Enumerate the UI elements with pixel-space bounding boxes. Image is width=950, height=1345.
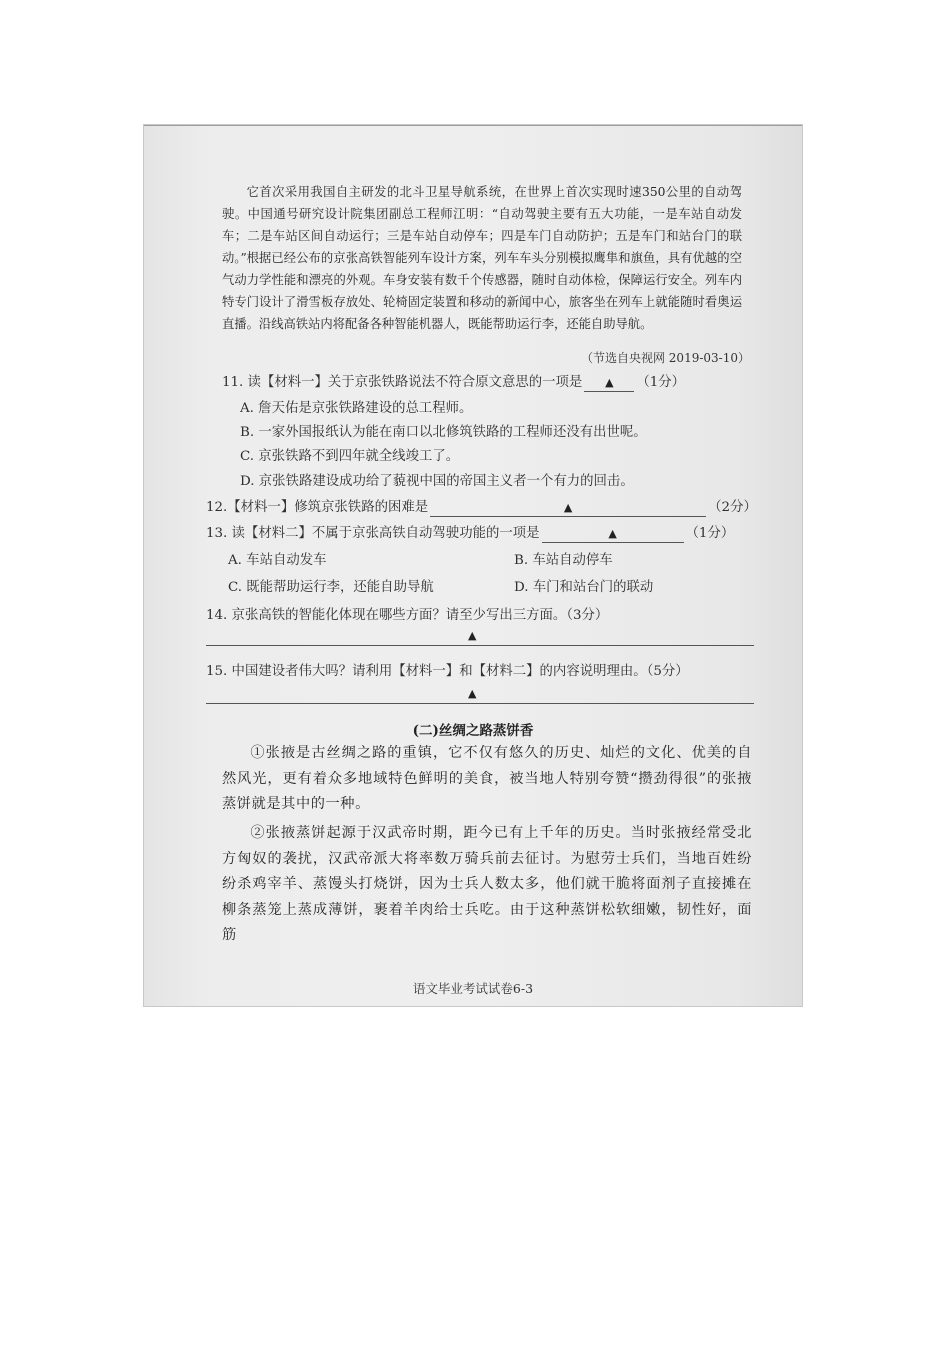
question-14-answer-line[interactable] bbox=[206, 629, 754, 646]
triangle-mark: ▲ bbox=[468, 629, 477, 642]
question-13 bbox=[206, 522, 734, 543]
question-11-option-a: A. 詹天佑是京张铁路建设的总工程师。 bbox=[240, 401, 473, 416]
essay-paragraph-2: ②张掖蒸饼起源于汉武帝时期，距今已有上千年的历史。当时张掖经常受北方匈奴的袭扰，汉武帝派大将率数万骑兵前去征讨。为慰劳士兵们，当地百姓纷纷杀鸡宰羊、蒸馒头打烧饼，因为士兵人数太多，他们就干脆将面剂子直接摊在柳条蒸笼上蒸成薄饼，裹着羊肉给士兵吃。由于这种蒸饼松软细嫩，韧性好，面筋 bbox=[222, 825, 752, 943]
question-12-stem: 12.【材料一】修筑京张铁路的困难是 bbox=[206, 500, 429, 515]
question-13-option-a: A. 车站自动发车 bbox=[228, 553, 327, 568]
triangle-mark: ▲ bbox=[608, 527, 617, 540]
page-top-edge bbox=[144, 125, 802, 126]
question-11-option-d: D. 京张铁路建设成功给了藐视中国的帝国主义者一个有力的回击。 bbox=[240, 474, 634, 489]
question-13-option-c: C. 既能帮助运行李，还能自助导航 bbox=[228, 580, 434, 595]
triangle-mark: ▲ bbox=[468, 687, 477, 700]
question-11-blank[interactable] bbox=[584, 375, 634, 392]
material2-paragraph-2: 根据已经公布的京张高铁智能列车设计方案，列车车头分别模拟鹰隼和旗鱼，具有优越的空气动力学性能和漂亮的外观。车身安装有数千个传感器，随时自动体检，保障运行安全。列车内特专门设计了滑雪板存放处、轮椅固定装置和移动的新闻中心，旅客坐在列车上就能随时看奥运直播。沿线高铁站内将配备各种智能机器人，既能帮助运行李，还能自助导航。 bbox=[222, 251, 742, 331]
source-citation: （节选自央视网 2019-03-10） bbox=[580, 351, 750, 365]
question-13-score: （1分） bbox=[685, 526, 735, 541]
question-13-stem: 13. 读【材料二】不属于京张高铁自动驾驶功能的一项是 bbox=[206, 526, 540, 541]
question-15-stem: 15. 中国建设者伟大吗？请利用【材料一】和【材料二】的内容说明理由。（5分） bbox=[206, 664, 689, 679]
question-11-stem: 11. 读【材料一】关于京张铁路说法不符合原文意思的一项是 bbox=[222, 375, 583, 390]
question-14-stem: 14. 京张高铁的智能化体现在哪些方面？请至少写出三方面。（3分） bbox=[206, 608, 609, 623]
question-11-score: （1分） bbox=[636, 375, 686, 390]
section-title: (二)丝绸之路蒸饼香 bbox=[412, 723, 534, 739]
triangle-mark: ▲ bbox=[563, 501, 573, 514]
material2-paragraph-1: 它首次采用我国自主研发的北斗卫星导航系统，在世界上首次实现时速350公里的自动驾驶。中国通号研究设计院集团副总工程师江明：“自动驾驶主要有五大功能，一是车站自动发车；二是车站区间自动运行；三是车站自动停车；四是车门自动防护；五是车门和站台门的联动。” bbox=[222, 185, 742, 265]
question-12-blank[interactable] bbox=[430, 500, 706, 517]
triangle-mark: ▲ bbox=[605, 376, 614, 389]
question-15-answer-line[interactable] bbox=[206, 687, 754, 704]
question-13-blank[interactable] bbox=[542, 526, 684, 543]
question-11-option-c: C. 京张铁路不到四年就全线竣工了。 bbox=[240, 449, 460, 464]
essay-paragraph-1: ①张掖是古丝绸之路的重镇，它不仅有悠久的历史、灿烂的文化、优美的自然风光，更有着众多地域特色鲜明的美食，被当地人特别夸赞“攒劲得很”的张掖蒸饼就是其中的一种。 bbox=[222, 745, 752, 812]
question-12-score: （2分） bbox=[708, 500, 757, 515]
question-11-option-b: B. 一家外国报纸认为能在南口以北修筑铁路的工程师还没有出世呢。 bbox=[240, 425, 647, 440]
question-13-option-d: D. 车门和站台门的联动 bbox=[514, 580, 654, 595]
question-13-option-b: B. 车站自动停车 bbox=[514, 553, 613, 568]
page-footer: 语文毕业考试试卷6-3 bbox=[412, 981, 534, 996]
question-11 bbox=[222, 371, 685, 392]
exam-page-photo bbox=[143, 124, 803, 1007]
question-12 bbox=[206, 496, 757, 517]
